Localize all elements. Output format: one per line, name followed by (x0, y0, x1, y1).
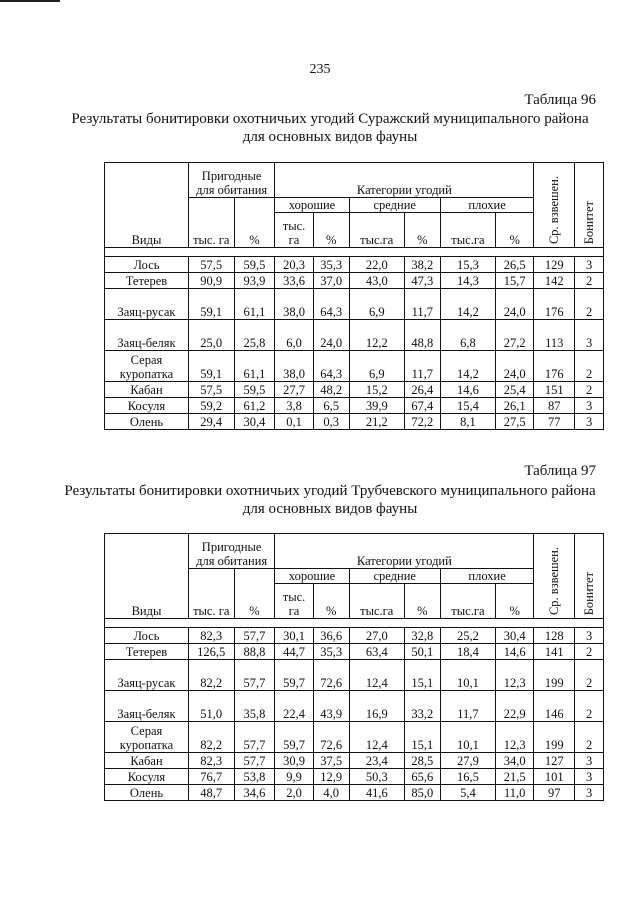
table-row (105, 722, 604, 753)
header-medium-percent: % (404, 213, 440, 248)
cell-good-thousand-ha: 30,1 (275, 628, 313, 644)
cell-good-percent: 37,0 (313, 273, 349, 289)
cell-poor-thousand-ha: 10,1 (440, 660, 495, 691)
cell-good-thousand-ha: 33,6 (275, 273, 313, 289)
spacer-cell (440, 619, 495, 628)
cell-poor-percent: 27,2 (495, 320, 533, 351)
cell-medium-thousand-ha: 6,9 (349, 351, 404, 382)
cell-suitable-percent: 57,7 (234, 660, 275, 691)
table-row (105, 273, 604, 289)
cell-medium-thousand-ha: 43,0 (349, 273, 404, 289)
cell-good-percent: 24,0 (313, 320, 349, 351)
cell-medium-thousand-ha: 12,4 (349, 722, 404, 753)
spacer-cell (275, 619, 313, 628)
cell-species: Тетерев (105, 273, 189, 289)
cell-good-thousand-ha: 9,9 (275, 769, 313, 785)
cell-species: Кабан (105, 753, 189, 769)
cell-good-percent: 36,6 (313, 628, 349, 644)
header-species: Виды (105, 534, 189, 619)
table-96-title: Результаты бонитировки охотничьих угодий Суражский муниципального района для основных видов фауны (71, 111, 589, 145)
cell-poor-percent: 25,4 (495, 382, 533, 398)
cell-medium-percent: 26,4 (404, 382, 440, 398)
cell-suitable-thousand-ha: 82,3 (188, 628, 234, 644)
cell-good-thousand-ha: 6,0 (275, 320, 313, 351)
cell-medium-percent: 28,5 (404, 753, 440, 769)
cell-good-percent: 35,3 (313, 644, 349, 660)
cell-poor-percent: 26,1 (495, 398, 533, 414)
cell-medium-thousand-ha: 16,9 (349, 691, 404, 722)
cell-good-percent: 43,9 (313, 691, 349, 722)
table-96 (104, 162, 604, 430)
spacer-cell (575, 248, 604, 257)
cell-weighted-avg: 151 (534, 382, 575, 398)
header-medium: средние (349, 569, 440, 584)
cell-medium-percent: 15,1 (404, 722, 440, 753)
cell-poor-thousand-ha: 5,4 (440, 785, 495, 801)
cell-poor-thousand-ha: 14,3 (440, 273, 495, 289)
cell-good-percent: 4,0 (313, 785, 349, 801)
spacer-cell (313, 248, 349, 257)
table-row (105, 320, 604, 351)
cell-weighted-avg: 176 (534, 289, 575, 320)
spacer-cell (275, 248, 313, 257)
cell-poor-percent: 15,7 (495, 273, 533, 289)
cell-medium-percent: 38,2 (404, 257, 440, 273)
header-species: Виды (105, 163, 189, 248)
cell-medium-thousand-ha: 12,4 (349, 660, 404, 691)
page-number: 235 (309, 62, 331, 77)
header-suitable-percent: % (234, 569, 275, 619)
table-96-caption: Таблица 96 (524, 92, 596, 108)
cell-suitable-percent: 59,5 (234, 382, 275, 398)
cell-species: Косуля (105, 398, 189, 414)
spacer-cell (234, 619, 275, 628)
cell-poor-percent: 24,0 (495, 351, 533, 382)
cell-suitable-percent: 61,1 (234, 289, 275, 320)
header-weighted-avg (534, 534, 575, 619)
cell-suitable-thousand-ha: 29,4 (188, 414, 234, 430)
spacer-cell (495, 619, 533, 628)
cell-poor-thousand-ha: 18,4 (440, 644, 495, 660)
header-poor-thousand-ha: тыс.га (440, 213, 495, 248)
cell-bonitet: 3 (575, 414, 604, 430)
table-row (105, 398, 604, 414)
header-suitable-thousand-ha: тыс. га (188, 569, 234, 619)
cell-poor-percent: 21,5 (495, 769, 533, 785)
spacer-cell (534, 248, 575, 257)
cell-suitable-thousand-ha: 82,2 (188, 722, 234, 753)
cell-bonitet: 2 (575, 273, 604, 289)
cell-good-thousand-ha: 0,1 (275, 414, 313, 430)
header-weighted-avg-text: Ср. взвешен. (547, 175, 562, 244)
cell-medium-percent: 48,8 (404, 320, 440, 351)
cell-species: Лось (105, 257, 189, 273)
cell-medium-percent: 11,7 (404, 289, 440, 320)
header-poor: плохие (440, 569, 534, 584)
header-bonitet-text: Бонитет (582, 571, 597, 615)
cell-poor-thousand-ha: 25,2 (440, 628, 495, 644)
table-row (105, 414, 604, 430)
cell-suitable-percent: 34,6 (234, 785, 275, 801)
cell-poor-thousand-ha: 15,3 (440, 257, 495, 273)
cell-suitable-percent: 57,7 (234, 628, 275, 644)
cell-medium-percent: 15,1 (404, 660, 440, 691)
cell-good-thousand-ha: 59,7 (275, 722, 313, 753)
cell-suitable-thousand-ha: 59,2 (188, 398, 234, 414)
cell-good-percent: 12,9 (313, 769, 349, 785)
spacer-cell (105, 619, 189, 628)
cell-poor-percent: 27,5 (495, 414, 533, 430)
cell-poor-percent: 24,0 (495, 289, 533, 320)
cell-suitable-percent: 93,9 (234, 273, 275, 289)
cell-suitable-percent: 57,7 (234, 753, 275, 769)
header-weighted-avg-text: Ср. взвешен. (547, 546, 562, 615)
cell-weighted-avg: 97 (534, 785, 575, 801)
table-row (105, 691, 604, 722)
cell-species: Заяц-русак (105, 660, 189, 691)
cell-species: Лось (105, 628, 189, 644)
cell-medium-thousand-ha: 22,0 (349, 257, 404, 273)
header-categories: Категории угодий (275, 534, 534, 569)
spacer-cell (188, 248, 234, 257)
spacer-cell (495, 248, 533, 257)
cell-bonitet: 3 (575, 320, 604, 351)
cell-weighted-avg: 199 (534, 660, 575, 691)
spacer-cell (404, 248, 440, 257)
spacer-cell (575, 619, 604, 628)
cell-poor-thousand-ha: 8,1 (440, 414, 495, 430)
cell-good-percent: 48,2 (313, 382, 349, 398)
cell-species: Тетерев (105, 644, 189, 660)
table-97 (104, 533, 604, 801)
cell-species: Заяц-беляк (105, 320, 189, 351)
header-medium-thousand-ha: тыс.га (349, 584, 404, 619)
cell-weighted-avg: 113 (534, 320, 575, 351)
cell-bonitet: 2 (575, 382, 604, 398)
table-97-caption: Таблица 97 (524, 463, 596, 479)
cell-suitable-thousand-ha: 25,0 (188, 320, 234, 351)
cell-poor-thousand-ha: 11,7 (440, 691, 495, 722)
spacer-cell (234, 248, 275, 257)
cell-poor-thousand-ha: 14,2 (440, 289, 495, 320)
cell-poor-percent: 22,9 (495, 691, 533, 722)
table-row (105, 382, 604, 398)
cell-good-percent: 37,5 (313, 753, 349, 769)
cell-suitable-thousand-ha: 48,7 (188, 785, 234, 801)
cell-suitable-thousand-ha: 126,5 (188, 644, 234, 660)
cell-medium-thousand-ha: 6,9 (349, 289, 404, 320)
spacer-row (105, 248, 604, 257)
cell-medium-thousand-ha: 39,9 (349, 398, 404, 414)
cell-weighted-avg: 146 (534, 691, 575, 722)
cell-species: Заяц-русак (105, 289, 189, 320)
cell-medium-thousand-ha: 12,2 (349, 320, 404, 351)
cell-medium-thousand-ha: 21,2 (349, 414, 404, 430)
header-suitable: Пригодные для обитания (188, 163, 274, 198)
cell-good-thousand-ha: 22,4 (275, 691, 313, 722)
cell-suitable-percent: 59,5 (234, 257, 275, 273)
cell-suitable-percent: 61,1 (234, 351, 275, 382)
header-poor-percent: % (495, 584, 533, 619)
cell-suitable-thousand-ha: 57,5 (188, 257, 234, 273)
header-suitable-thousand-ha: тыс. га (188, 198, 234, 248)
cell-medium-percent: 47,3 (404, 273, 440, 289)
cell-bonitet: 3 (575, 785, 604, 801)
cell-species: Кабан (105, 382, 189, 398)
cell-bonitet: 3 (575, 628, 604, 644)
cell-suitable-percent: 25,8 (234, 320, 275, 351)
cell-poor-percent: 14,6 (495, 644, 533, 660)
cell-poor-percent: 11,0 (495, 785, 533, 801)
cell-good-percent: 64,3 (313, 351, 349, 382)
top-edge-mark (0, 0, 60, 2)
cell-medium-thousand-ha: 50,3 (349, 769, 404, 785)
header-suitable: Пригодные для обитания (188, 534, 274, 569)
cell-good-thousand-ha: 59,7 (275, 660, 313, 691)
table-97-title: Результаты бонитировки охотничьих угодий Трубчевского муниципального района для основных видов фауны (64, 483, 596, 517)
cell-weighted-avg: 128 (534, 628, 575, 644)
cell-poor-thousand-ha: 15,4 (440, 398, 495, 414)
cell-suitable-percent: 35,8 (234, 691, 275, 722)
cell-good-thousand-ha: 3,8 (275, 398, 313, 414)
cell-medium-percent: 32,8 (404, 628, 440, 644)
header-bonitet-text: Бонитет (582, 200, 597, 244)
header-good: хорошие (275, 198, 349, 213)
cell-good-thousand-ha: 44,7 (275, 644, 313, 660)
table-row (105, 769, 604, 785)
spacer-cell (440, 248, 495, 257)
header-bonitet (575, 163, 604, 248)
cell-good-percent: 35,3 (313, 257, 349, 273)
cell-medium-percent: 85,0 (404, 785, 440, 801)
spacer-cell (105, 248, 189, 257)
cell-bonitet: 2 (575, 289, 604, 320)
cell-poor-thousand-ha: 10,1 (440, 722, 495, 753)
cell-suitable-thousand-ha: 51,0 (188, 691, 234, 722)
cell-poor-thousand-ha: 16,5 (440, 769, 495, 785)
cell-suitable-thousand-ha: 76,7 (188, 769, 234, 785)
cell-poor-thousand-ha: 6,8 (440, 320, 495, 351)
spacer-cell (188, 619, 234, 628)
cell-weighted-avg: 77 (534, 414, 575, 430)
cell-weighted-avg: 199 (534, 722, 575, 753)
cell-suitable-thousand-ha: 82,3 (188, 753, 234, 769)
header-good: хорошие (275, 569, 349, 584)
cell-species: Заяц-беляк (105, 691, 189, 722)
cell-species: Серая куропатка (105, 351, 189, 382)
cell-poor-percent: 26,5 (495, 257, 533, 273)
cell-weighted-avg: 176 (534, 351, 575, 382)
header-bonitet (575, 534, 604, 619)
cell-bonitet: 3 (575, 769, 604, 785)
spacer-cell (349, 248, 404, 257)
cell-suitable-thousand-ha: 82,2 (188, 660, 234, 691)
header-poor-thousand-ha: тыс.га (440, 584, 495, 619)
cell-suitable-percent: 30,4 (234, 414, 275, 430)
spacer-cell (404, 619, 440, 628)
cell-medium-thousand-ha: 15,2 (349, 382, 404, 398)
cell-suitable-percent: 53,8 (234, 769, 275, 785)
cell-weighted-avg: 87 (534, 398, 575, 414)
cell-bonitet: 2 (575, 691, 604, 722)
table-row (105, 785, 604, 801)
cell-good-thousand-ha: 2,0 (275, 785, 313, 801)
spacer-cell (313, 619, 349, 628)
header-poor-percent: % (495, 213, 533, 248)
cell-medium-percent: 11,7 (404, 351, 440, 382)
header-medium: средние (349, 198, 440, 213)
cell-medium-percent: 50,1 (404, 644, 440, 660)
cell-bonitet: 3 (575, 753, 604, 769)
header-poor: плохие (440, 198, 534, 213)
cell-poor-thousand-ha: 27,9 (440, 753, 495, 769)
spacer-cell (534, 619, 575, 628)
cell-species: Олень (105, 785, 189, 801)
cell-bonitet: 2 (575, 644, 604, 660)
table-row (105, 351, 604, 382)
cell-suitable-thousand-ha: 59,1 (188, 351, 234, 382)
cell-good-percent: 64,3 (313, 289, 349, 320)
spacer-row (105, 619, 604, 628)
cell-good-percent: 6,5 (313, 398, 349, 414)
cell-good-percent: 72,6 (313, 722, 349, 753)
table-row (105, 753, 604, 769)
table-row (105, 644, 604, 660)
cell-bonitet: 3 (575, 398, 604, 414)
cell-weighted-avg: 142 (534, 273, 575, 289)
cell-medium-thousand-ha: 41,6 (349, 785, 404, 801)
table-row (105, 257, 604, 273)
cell-weighted-avg: 141 (534, 644, 575, 660)
cell-good-percent: 72,6 (313, 660, 349, 691)
spacer-cell (349, 619, 404, 628)
cell-poor-percent: 12,3 (495, 722, 533, 753)
cell-good-percent: 0,3 (313, 414, 349, 430)
cell-good-thousand-ha: 38,0 (275, 289, 313, 320)
cell-suitable-thousand-ha: 90,9 (188, 273, 234, 289)
cell-suitable-percent: 57,7 (234, 722, 275, 753)
cell-species: Косуля (105, 769, 189, 785)
cell-medium-percent: 33,2 (404, 691, 440, 722)
header-medium-thousand-ha: тыс.га (349, 213, 404, 248)
cell-medium-thousand-ha: 27,0 (349, 628, 404, 644)
cell-bonitet: 2 (575, 660, 604, 691)
header-good-percent: % (313, 584, 349, 619)
cell-medium-percent: 65,6 (404, 769, 440, 785)
cell-poor-thousand-ha: 14,2 (440, 351, 495, 382)
cell-suitable-thousand-ha: 59,1 (188, 289, 234, 320)
cell-species: Серая куропатка (105, 722, 189, 753)
table-row (105, 628, 604, 644)
cell-medium-percent: 67,4 (404, 398, 440, 414)
cell-good-thousand-ha: 27,7 (275, 382, 313, 398)
cell-poor-percent: 30,4 (495, 628, 533, 644)
table-row (105, 289, 604, 320)
header-good-thousand-ha: тыс. га (275, 213, 313, 248)
header-good-thousand-ha: тыс. га (275, 584, 313, 619)
cell-weighted-avg: 129 (534, 257, 575, 273)
cell-weighted-avg: 101 (534, 769, 575, 785)
cell-suitable-percent: 61,2 (234, 398, 275, 414)
cell-poor-percent: 34,0 (495, 753, 533, 769)
cell-medium-thousand-ha: 23,4 (349, 753, 404, 769)
cell-species: Олень (105, 414, 189, 430)
cell-good-thousand-ha: 30,9 (275, 753, 313, 769)
header-suitable-percent: % (234, 198, 275, 248)
cell-medium-thousand-ha: 63,4 (349, 644, 404, 660)
header-weighted-avg (534, 163, 575, 248)
header-categories: Категории угодий (275, 163, 534, 198)
cell-weighted-avg: 127 (534, 753, 575, 769)
cell-bonitet: 2 (575, 722, 604, 753)
header-medium-percent: % (404, 584, 440, 619)
cell-good-thousand-ha: 38,0 (275, 351, 313, 382)
cell-suitable-thousand-ha: 57,5 (188, 382, 234, 398)
cell-good-thousand-ha: 20,3 (275, 257, 313, 273)
cell-poor-percent: 12,3 (495, 660, 533, 691)
table-row (105, 660, 604, 691)
header-good-percent: % (313, 213, 349, 248)
cell-bonitet: 3 (575, 257, 604, 273)
cell-poor-thousand-ha: 14,6 (440, 382, 495, 398)
cell-bonitet: 2 (575, 351, 604, 382)
cell-suitable-percent: 88,8 (234, 644, 275, 660)
cell-medium-percent: 72,2 (404, 414, 440, 430)
